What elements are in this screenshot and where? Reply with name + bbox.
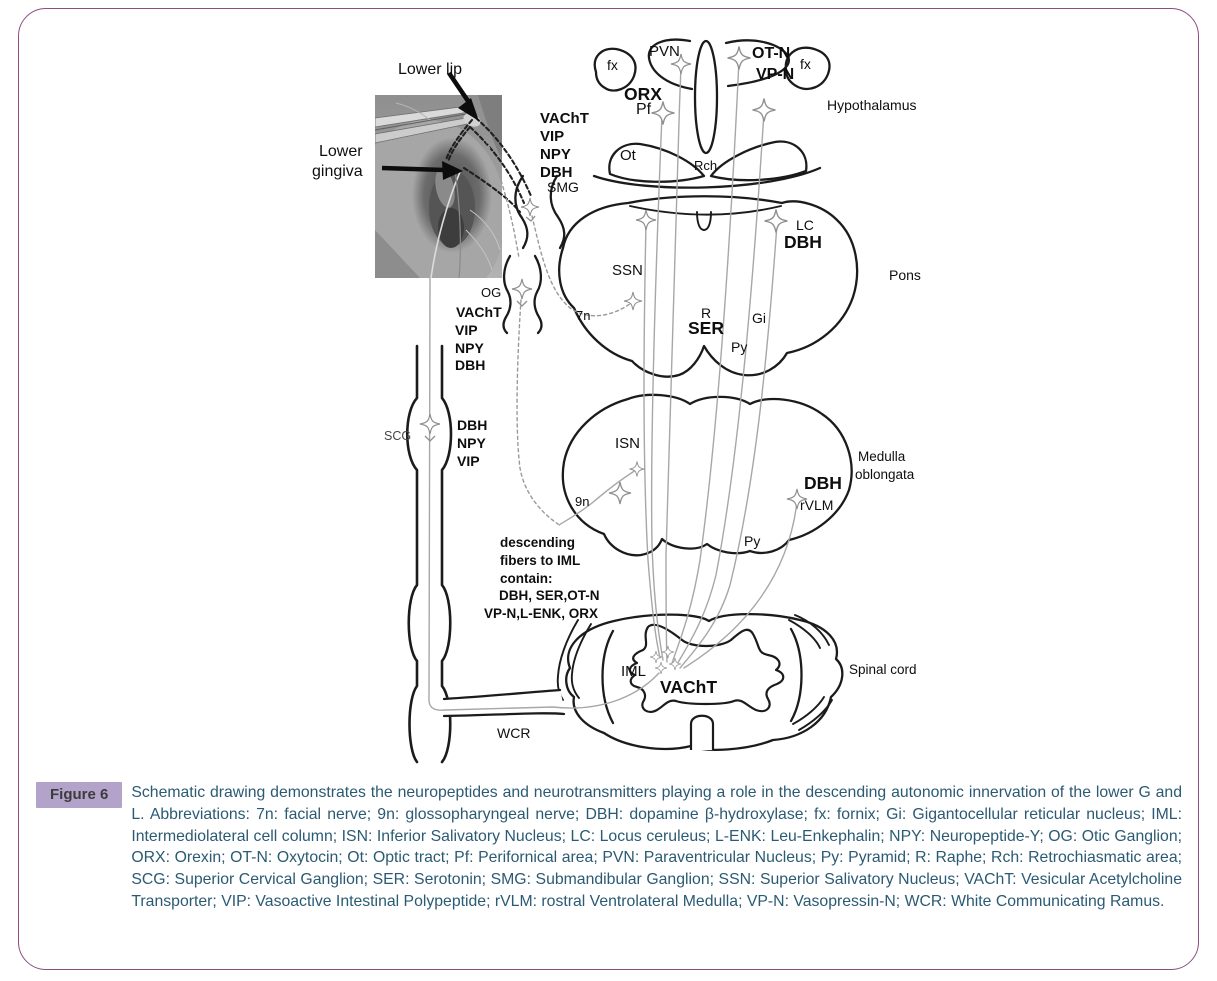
note-line-2: fibers to IML (500, 553, 581, 568)
scg-npy-label: NPY (457, 435, 486, 451)
medulla-dbh-label: DBH (804, 473, 842, 493)
pvn-label: PVN (649, 43, 680, 60)
scg-vip-label: VIP (457, 453, 480, 469)
lower-gingiva-label-1: Lower (319, 143, 363, 160)
ssn-label: SSN (612, 262, 643, 279)
note-line-1: descending (500, 535, 576, 550)
medulla-label-1: Medulla (858, 449, 906, 464)
gray-matter-butterfly (630, 625, 783, 712)
raphe-label: R (701, 305, 712, 321)
orx-label: ORX (624, 84, 662, 104)
ser-label: SER (688, 318, 724, 338)
note-line-4: DBH, SER,OT-N (499, 588, 600, 603)
lc-label: LC (796, 217, 814, 233)
pons-dbh-label: DBH (784, 232, 822, 252)
wcr-tube (444, 689, 566, 717)
smg-vip-label: VIP (540, 128, 565, 145)
scg-dbh-label: DBH (457, 417, 488, 433)
pons-py-label: Py (731, 339, 748, 355)
smg-dbh-label: DBH (540, 164, 573, 181)
ot-label: Ot (620, 147, 636, 164)
scg-label: SCG (384, 429, 412, 443)
iml-label: IML (621, 663, 647, 680)
spinal-vacht-label: VAChT (660, 677, 718, 697)
smg-label: SMG (547, 179, 579, 195)
smg-vacht-label: VAChT (540, 110, 589, 127)
note-line-5: VP-N,L-ENK, ORX (484, 606, 599, 621)
hypothalamus-label: Hypothalamus (827, 97, 917, 113)
figure-caption-text: Schematic drawing demonstrates the neuropeptides and neurotransmitters playing a role in the descending autonomic innervation of the lower G and L. Abbreviations: 7n: facial nerve; 9n: glossopharyngeal nerve; DBH: dopamine β-hydroxylase; fx: fornix; Gi: Gigantocellular reticular nucleus; IML: Intermediolateral cell column; ISN: Inferior Salivatory Nucleus; LC: Locus ceruleus; L-ENK: Leu-Enkephalin; NPY: Neuropeptide-Y; OG: Otic Ganglion; ORX: Orexin; OT-N: Oxytocin; Ot: Optic tract; Pf: Perifornical area; PVN: Paraventricular Nucleus; Py: Pyramid; R: Raphe; Rch: Retrochiasmatic area; SCG: Superior Cervical Ganglion; SER: Serotonin; SMG: Submandibular Ganglion; SSN: Superior Salivatory Nucleus; VAChT: Vesicular Acetylcholine Transporter; VIP: Vasoactive Intestinal Polypeptide; rVLM: rostral Ventrolateral Medulla; VP-N: Vasopressin-N; WCR: White Communicating Ramus. (131, 784, 1182, 910)
note-line-3: contain: (500, 571, 553, 586)
medulla-py-label: Py (744, 533, 761, 549)
lower-lip-label: Lower lip (398, 61, 463, 78)
lower-gingiva-label-2: gingiva (312, 163, 363, 180)
medulla-label-2: oblongata (855, 467, 915, 482)
spinal-cord-label: Spinal cord (849, 662, 917, 677)
isn-label: ISN (615, 435, 641, 452)
mouse-mouth-photo (350, 95, 506, 310)
figure-number-badge: Figure 6 (36, 782, 122, 808)
otn-label: OT-N (752, 45, 791, 62)
og-direction-chevron (517, 301, 527, 306)
glossopharyngeal-label: 9n (575, 494, 590, 509)
figure-caption (36, 782, 1182, 913)
fornix-left-label: fx (607, 57, 618, 73)
third-ventricle (695, 41, 717, 153)
fornix-right-label: fx (800, 56, 811, 72)
rch-label: Rch (694, 158, 718, 173)
optic-tract-right (711, 142, 806, 181)
gi-label: Gi (752, 310, 766, 326)
pf-label: Pf (636, 101, 652, 118)
facial-nerve-label: 7n (576, 308, 591, 323)
og-npy-label: NPY (455, 340, 484, 356)
wcr-label: WCR (497, 725, 531, 741)
rvlm-label: rVLM (800, 497, 834, 513)
og-dbh-label: DBH (455, 357, 486, 373)
og-vip-label: VIP (455, 322, 478, 338)
og-vacht-label: VAChT (456, 304, 502, 320)
pons-label: Pons (889, 267, 921, 283)
glossopharyngeal-fiber (559, 470, 636, 525)
smg-npy-label: NPY (540, 146, 571, 163)
og-label: OG (481, 285, 502, 300)
smg-direction-chevron (526, 216, 535, 221)
vpn-label: VP-N (756, 66, 795, 83)
